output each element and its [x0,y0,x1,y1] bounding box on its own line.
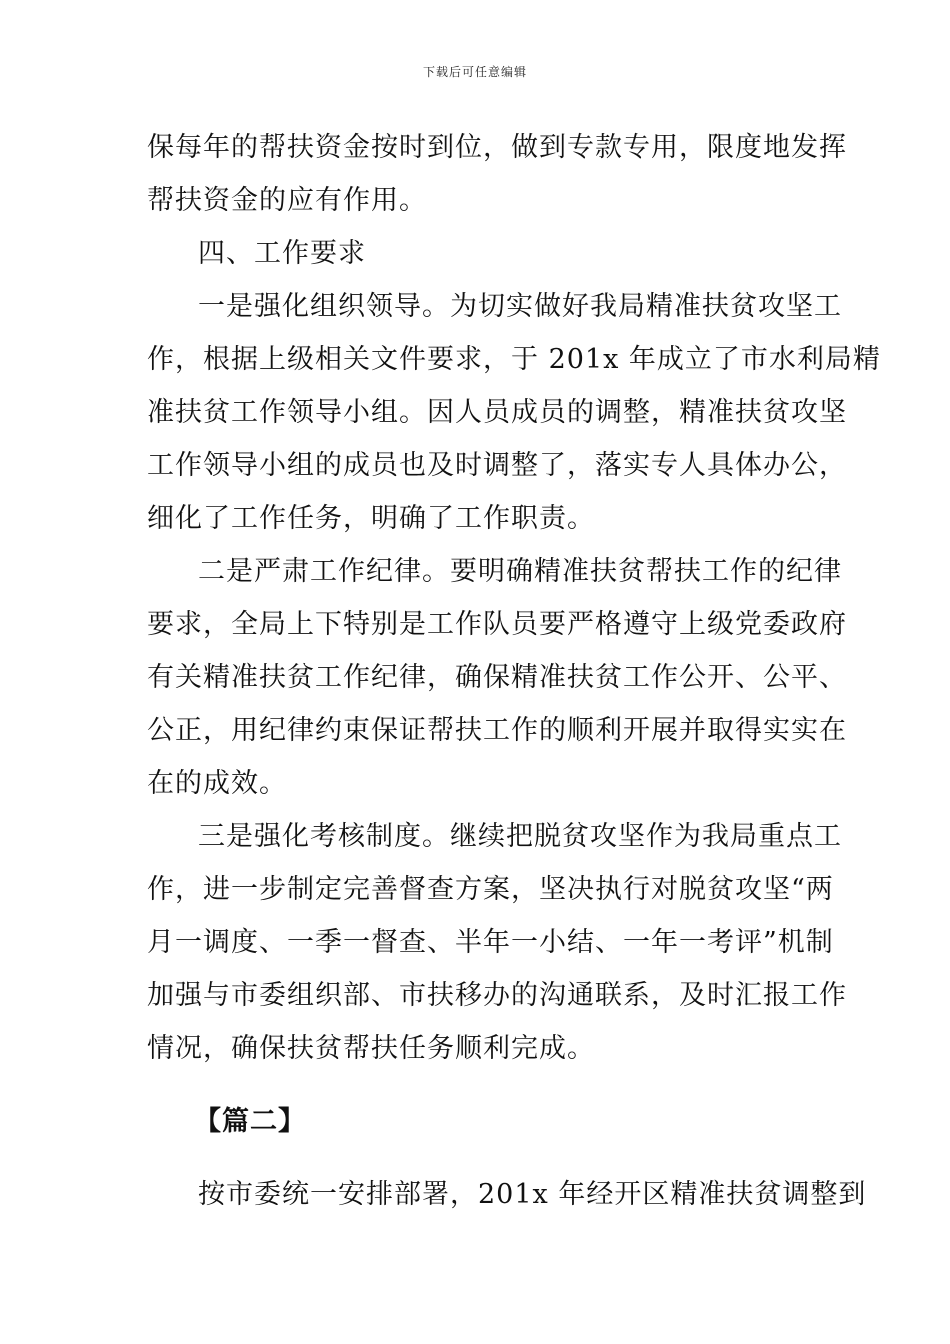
paragraph-line: 要求，全局上下特别是工作队员要严格遵守上级党委政府 [147,609,847,640]
paragraph-line: 在的成效。 [147,768,287,799]
paragraph-line: 作，根据上级相关文件要求，于 201x 年成立了市水利局精 [147,344,881,375]
paragraph-line: 作，进一步制定完善督查方案，坚决执行对脱贫攻坚“两 [147,874,834,905]
paragraph-line: 保每年的帮扶资金按时到位，做到专款专用，限度地发挥 [147,132,847,163]
paragraph-line: 一是强化组织领导。为切实做好我局精准扶贫攻坚工 [198,291,842,322]
paragraph-line: 工作领导小组的成员也及时调整了，落实专人具体办公， [147,450,847,481]
paragraph-line: 准扶贫工作领导小组。因人员成员的调整，精准扶贫攻坚 [147,397,847,428]
section-heading: 四、工作要求 [198,238,366,269]
paragraph-line: 月一调度、一季一督查、半年一小结、一年一考评”机制 [147,927,834,958]
paragraph-line: 有关精准扶贫工作纪律，确保精准扶贫工作公开、公平、 [147,662,847,693]
page-header: 下载后可任意编辑 [422,65,527,79]
section-title: 【篇二】 [194,1106,306,1137]
paragraph-line: 公正，用纪律约束保证帮扶工作的顺利开展并取得实实在 [147,715,847,746]
paragraph-line: 细化了工作任务，明确了工作职责。 [147,503,595,534]
paragraph-line: 加强与市委组织部、市扶移办的沟通联系，及时汇报工作 [147,980,847,1011]
paragraph-line: 情况，确保扶贫帮扶任务顺利完成。 [147,1033,595,1064]
paragraph-line: 帮扶资金的应有作用。 [147,185,427,216]
paragraph-line: 二是严肃工作纪律。要明确精准扶贫帮扶工作的纪律 [198,556,842,587]
paragraph-line: 按市委统一安排部署，201x 年经开区精准扶贫调整到 [198,1179,867,1210]
paragraph-line: 三是强化考核制度。继续把脱贫攻坚作为我局重点工 [198,821,842,852]
